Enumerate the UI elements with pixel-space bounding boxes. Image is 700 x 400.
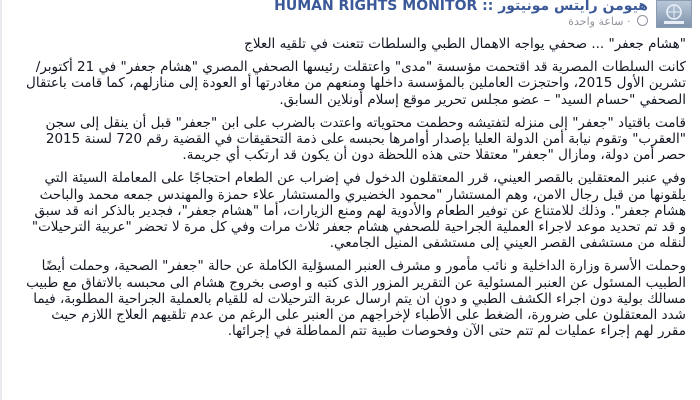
- post-header: [0, 0, 700, 32]
- post-meta: [568, 15, 648, 28]
- hrm-logo-icon[interactable]: [656, 0, 692, 28]
- globe-icon: [637, 15, 648, 26]
- post-timestamp[interactable]: ساعة واحدة: [568, 15, 624, 28]
- post-body: [26, 36, 686, 346]
- post-paragraph: وحملت الأسرة وزارة الداخلية و نائب مأمور و مشرف العنبر المسؤلية الكاملة عن حالة "جعفر" الصحية، وحملت أيضًا الطبيب المسئول عن العنبر المسئولية عن التقرير المزور الذى كتبه و اوصى بخروج هشام الى محبسه بالاتفاق مع طبيب مسالك بولية دون اجراء الكشف الطبي و دون ان يتم ارسال عربة الترحيلات له للقيام بالعملية الجراحية المطلوبة، فيما شدد المعتقلون على ضرورة، الضغط على الأطباء لإخراجهم من العنبر على الرغم من عدم تلقيهم العلاج اللازم حيث مقرر لهم إجراء عمليات لم تتم حتى الآن وفحوصات طبية تتم المماطلة في إجرائها.: [26, 258, 686, 340]
- post-paragraph: وفي عنبر المعتقلين بالقصر العيني، قرر المعتقلون الدخول في إضراب عن الطعام احتجاجًا على المعاملة السيئة التي يلقونها من قبل رجال الامن، وهم المستشار "محمود الخضيري والمستشار علاء حمزة والمهندس جمعه محمد والباحث هشام جعفر". وذلك للامتناع عن توفير الطعام والأدوية لهم ومنع الزيارات، أما "هشام جعفر"، فجدير بالذكر انه قد سبق و قد تم تحديد موعد لاجراء العملية الجراحية للصحفي هشام جعفر ثلاث مرات وفي كل مرة لا تحضر "عربية الترحيلات" لنقله من مستشفى القصر العيني إلى مستشفى المنيل الجامعي.: [31, 170, 686, 252]
- meta-separator: ·: [627, 15, 631, 28]
- page-name-link[interactable]: هيومن رايتس مونيتور :: HUMAN RIGHTS MONITOR: [274, 0, 648, 14]
- scrollbar-edge[interactable]: [0, 0, 2, 400]
- post-paragraph-title: "هشام جعفر" ... صحفي يواجه الاهمال الطبي والسلطات تتعنت في تلقيه العلاج: [244, 36, 686, 52]
- post-paragraph: قامت باقتياد "جعفر" إلى منزله لتفتيشه وحطمت محتوياته واعتدت بالضرب على ابن "جعفر" قبل أن ينقل إلى سجن "العقرب" وتقوم نيابة أمن الدولة العليا بإصدار أوامرها بحبسه على ذمة التحقيقات في القضية رقم 720 لسنة 2015 حصر أمن دولة، ومازال "جعفر" معتقلا حتى هذه اللحظة دون أن يكون قد ارتكب أي جريمة.: [45, 114, 686, 164]
- post-paragraph: كانت السلطات المصرية قد اقتحمت مؤسسة "مدى" واعتقلت رئيسها الصحفي المصري "هشام جعفر" في 21 أكتوبر/تشرين الأول 2015، واحتجزت العاملين بالمؤسسة داخلها ومنعهم من مغادرتها أو العودة إلى منازلهم، كما قامت باعتقال الصحفي "حسام السيد" – عضو مجلس تحرير موقع إسلام أونلاين السابق.: [26, 59, 686, 108]
